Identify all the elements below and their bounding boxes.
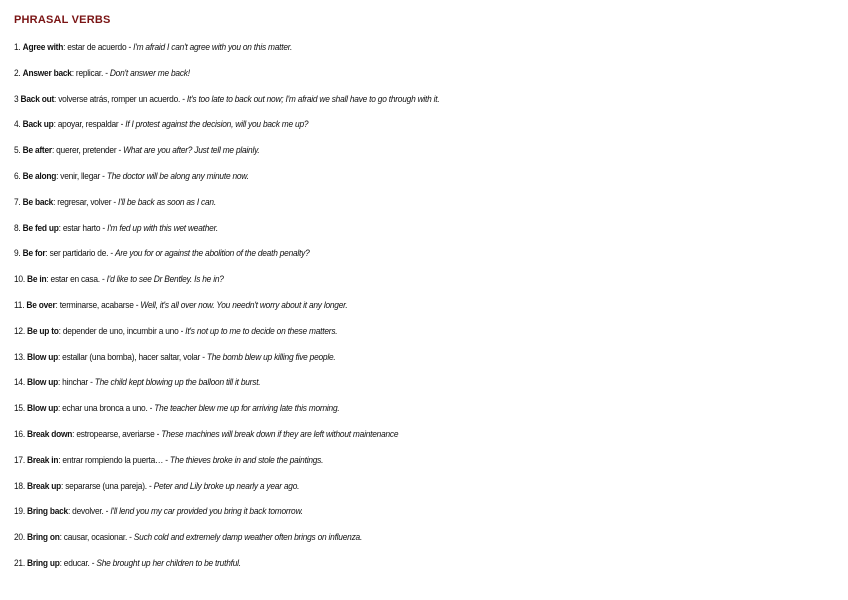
list-item bbox=[14, 325, 784, 351]
list-item bbox=[14, 196, 784, 222]
list-item bbox=[14, 273, 784, 299]
entry-number: 14. bbox=[14, 377, 25, 388]
list-item bbox=[14, 170, 784, 196]
spanish-meaning: : estropearse, averiarse - bbox=[72, 428, 162, 439]
spanish-meaning: : echar una bronca a uno. - bbox=[57, 403, 155, 414]
phrasal-verb: Break down bbox=[27, 428, 73, 439]
phrasal-verb: Be after bbox=[22, 145, 52, 156]
spanish-meaning: : terminarse, acabarse - bbox=[55, 299, 141, 310]
spanish-meaning: : estar en casa. - bbox=[46, 274, 107, 285]
entry-number: 17. bbox=[14, 454, 25, 465]
example-sentence: These machines will break down if they are left without maintenance bbox=[161, 428, 399, 439]
entry-number: 13. bbox=[14, 351, 25, 362]
spanish-meaning: : causar, ocasionar. - bbox=[59, 532, 134, 543]
example-sentence: Such cold and extremely damp weather often brings on influenza. bbox=[133, 532, 363, 543]
phrasal-verb: Back out bbox=[20, 93, 55, 104]
entry-number: 20. bbox=[14, 532, 25, 543]
example-sentence: She brought up her children to be truthful. bbox=[96, 557, 241, 568]
phrasal-verb: Bring back bbox=[27, 506, 68, 517]
spanish-meaning: : depender de uno, incumbir a uno - bbox=[58, 325, 186, 336]
phrasal-verb: Break in bbox=[27, 454, 59, 465]
example-sentence: The thieves broke in and stole the paintings. bbox=[169, 454, 324, 465]
example-sentence: It's too late to back out now; I'm afraid we shall have to go through with it. bbox=[186, 93, 440, 104]
spanish-meaning: : entrar rompiendo la puerta… - bbox=[58, 454, 170, 465]
spanish-meaning: : estallar (una bomba), hacer saltar, volar - bbox=[57, 351, 207, 362]
phrasal-verb: Agree with bbox=[22, 42, 64, 52]
spanish-meaning: : volverse atrás, romper un acuerdo. - bbox=[54, 93, 187, 104]
list-item bbox=[14, 67, 784, 93]
spanish-meaning: : separarse (una pareja). - bbox=[61, 480, 154, 491]
example-sentence: I'll be back as soon as I can. bbox=[118, 196, 216, 207]
example-sentence: Don't answer me back! bbox=[109, 67, 190, 78]
example-sentence: The bomb blew up killing five people. bbox=[206, 351, 336, 362]
entry-number: 19. bbox=[14, 506, 25, 517]
entry-number: 1. bbox=[14, 42, 21, 52]
phrasal-verb: Back up bbox=[22, 119, 54, 130]
spanish-meaning: : devolver. - bbox=[67, 506, 111, 517]
phrasal-verb: Be along bbox=[22, 170, 57, 181]
spanish-meaning: : ser partidario de. - bbox=[45, 248, 115, 259]
list-item bbox=[14, 505, 784, 531]
entry-number: 6. bbox=[14, 170, 21, 181]
entry-number: 7. bbox=[14, 196, 21, 207]
example-sentence: I'm afraid I can't agree with you on this matter. bbox=[133, 42, 293, 52]
entry-number: 4. bbox=[14, 119, 21, 130]
phrasal-verb: Blow up bbox=[27, 377, 58, 388]
example-sentence: I'd like to see Dr Bentley. Is he in? bbox=[106, 274, 224, 285]
entry-number: 16. bbox=[14, 428, 25, 439]
example-sentence: What are you after? Just tell me plainly. bbox=[123, 145, 260, 156]
list-item bbox=[14, 247, 784, 273]
entry-number: 21. bbox=[14, 557, 25, 568]
list-item bbox=[14, 41, 784, 67]
example-sentence: Well, it's all over now. You needn't worry about it any longer. bbox=[140, 299, 348, 310]
spanish-meaning: : apoyar, respaldar - bbox=[53, 119, 126, 130]
entry-number: 3 bbox=[14, 93, 19, 104]
list-item bbox=[14, 144, 784, 170]
phrasal-verb: Be back bbox=[22, 196, 54, 207]
list-item bbox=[14, 118, 784, 144]
example-sentence: I'll lend you my car provided you bring it back tomorrow. bbox=[110, 506, 303, 517]
example-sentence: It's not up to me to decide on these matters. bbox=[185, 325, 338, 336]
phrasal-verb-list bbox=[14, 41, 842, 583]
list-item bbox=[14, 299, 784, 325]
phrasal-verb: Be over bbox=[26, 299, 56, 310]
list-item bbox=[14, 402, 784, 428]
list-item bbox=[14, 93, 784, 119]
spanish-meaning: : estar harto - bbox=[58, 222, 108, 233]
phrasal-verb: Be in bbox=[27, 274, 47, 285]
spanish-meaning: : regresar, volver - bbox=[53, 196, 119, 207]
example-sentence: The doctor will be along any minute now. bbox=[106, 170, 249, 181]
entry-number: 5. bbox=[14, 145, 21, 156]
phrasal-verb: Be fed up bbox=[22, 222, 59, 233]
list-item bbox=[14, 531, 784, 557]
example-sentence: Peter and Lily broke up nearly a year ago. bbox=[153, 480, 300, 491]
entry-number: 2. bbox=[14, 67, 21, 78]
entry-number: 9. bbox=[14, 248, 21, 259]
entry-number: 12. bbox=[14, 325, 25, 336]
phrasal-verb: Break up bbox=[27, 480, 62, 491]
list-item bbox=[14, 454, 784, 480]
example-sentence: The child kept blowing up the balloon till it burst. bbox=[94, 377, 261, 388]
spanish-meaning: : replicar. - bbox=[71, 67, 110, 78]
list-item bbox=[14, 557, 784, 583]
phrasal-verb: Bring up bbox=[27, 557, 60, 568]
phrasal-verb: Answer back bbox=[22, 67, 72, 78]
example-sentence: If I protest against the decision, will you back me up? bbox=[125, 119, 309, 130]
example-sentence: The teacher blew me up for arriving late this morning. bbox=[154, 403, 340, 414]
entry-number: 10. bbox=[14, 274, 25, 285]
entry-number: 11. bbox=[14, 299, 25, 310]
spanish-meaning: : estar de acuerdo - bbox=[63, 42, 134, 52]
list-item bbox=[14, 376, 784, 402]
phrasal-verb: Blow up bbox=[27, 403, 58, 414]
spanish-meaning: : educar. - bbox=[59, 557, 97, 568]
entry-number: 15. bbox=[14, 403, 25, 414]
spanish-meaning: : venir, llegar - bbox=[56, 170, 107, 181]
list-item bbox=[14, 222, 784, 248]
spanish-meaning: : hinchar - bbox=[57, 377, 95, 388]
entry-number: 8. bbox=[14, 222, 21, 233]
entry-number: 18. bbox=[14, 480, 25, 491]
list-item bbox=[14, 351, 784, 377]
list-item bbox=[14, 480, 784, 506]
phrasal-verb: Bring on bbox=[27, 532, 60, 543]
phrasal-verb: Be up to bbox=[27, 325, 59, 336]
example-sentence: Are you for or against the abolition of the death penalty? bbox=[114, 248, 310, 259]
list-item bbox=[14, 428, 784, 454]
page-title: PHRASAL VERBS bbox=[14, 14, 111, 26]
spanish-meaning: : querer, pretender - bbox=[51, 145, 124, 156]
phrasal-verb: Blow up bbox=[27, 351, 58, 362]
example-sentence: I'm fed up with this wet weather. bbox=[107, 222, 218, 233]
phrasal-verb: Be for bbox=[22, 248, 46, 259]
